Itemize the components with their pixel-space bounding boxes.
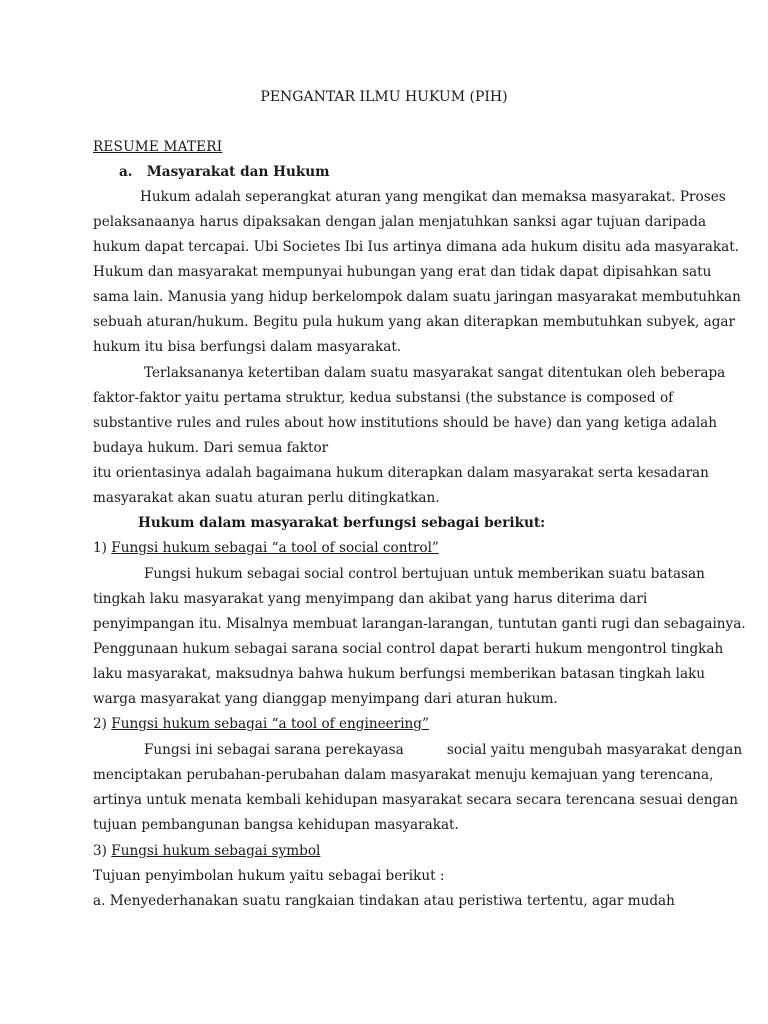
paragraph-line: warga masyarakat yang dianggap menyimpang dari aturan hukum. (93, 691, 558, 707)
paragraph-line: hukum itu bisa berfungsi dalam masyarakat. (93, 339, 402, 355)
paragraph-line: Fungsi ini sebagai sarana perekayasa social yaitu mengubah masyarakat dengan (144, 742, 743, 758)
function-number: 2) (93, 716, 107, 732)
function-title: Fungsi hukum sebagai “a tool of engineering” (111, 716, 429, 732)
paragraph-line: sebuah aturan/hukum. Begitu pula hukum yang akan diterapkan membutuhkan subyek, agar (93, 314, 735, 330)
functions-intro: Hukum dalam masyarakat berfungsi sebagai berikut: (138, 515, 546, 531)
paragraph-line: budaya hukum. Dari semua faktor (93, 440, 329, 456)
subsection-heading (119, 163, 330, 181)
function-heading-1 (93, 539, 439, 557)
paragraph-line: Hukum adalah seperangkat aturan yang mengikat dan memaksa masyarakat. Proses (140, 189, 726, 205)
paragraph-line: tingkah laku masyarakat yang menyimpang dan akibat yang harus diterima dari (93, 591, 648, 607)
function-heading-2 (93, 715, 429, 733)
paragraph-line: faktor-faktor yaitu pertama struktur, kedua substansi (the substance is composed of (93, 390, 674, 406)
paragraph-line: menciptakan perubahan-perubahan dalam masyarakat menuju kemajuan yang terencana, (93, 767, 714, 783)
function-number: 3) (93, 843, 107, 859)
paragraph-line: Terlaksananya ketertiban dalam suatu masyarakat sangat ditentukan oleh beberapa (144, 365, 726, 381)
function-title: Fungsi hukum sebagai “a tool of social control” (111, 540, 439, 556)
paragraph-line: laku masyarakat, maksudnya bahwa hukum berfungsi memberikan batasan tingkah laku (93, 666, 706, 682)
subsection-label: Masyarakat dan Hukum (146, 164, 330, 180)
section-heading: RESUME MATERI (93, 139, 223, 155)
subsection-marker: a. (119, 164, 133, 180)
paragraph-line: pelaksanaanya harus dipaksakan dengan jalan menjatuhkan sanksi agar tujuan daripada (93, 214, 707, 230)
paragraph-line: Hukum dan masyarakat mempunyai hubungan yang erat dan tidak dapat dipisahkan satu (93, 264, 712, 280)
function-number: 1) (93, 540, 107, 556)
function-title: Fungsi hukum sebagai symbol (111, 843, 321, 859)
page-title: PENGANTAR ILMU HUKUM (PIH) (260, 89, 508, 105)
paragraph-line: sama lain. Manusia yang hidup berkelompok dalam suatu jaringan masyarakat membutuhkan (93, 289, 741, 305)
paragraph-line: hukum dapat tercapai. Ubi Societes Ibi Ius artinya dimana ada hukum disitu ada masyarakat. (93, 239, 739, 255)
paragraph-line: masyarakat akan suatu aturan perlu ditingkatkan. (93, 490, 440, 506)
paragraph-line: substantive rules and rules about how institutions should be have) dan yang ketiga adalah (93, 415, 718, 431)
paragraph-line: itu orientasinya adalah bagaimana hukum diterapkan dalam masyarakat serta kesadaran (93, 465, 709, 481)
paragraph-line: Tujuan penyimbolan hukum yaitu sebagai berikut : (93, 868, 445, 884)
paragraph-line: penyimpangan itu. Misalnya membuat larangan-larangan, tuntutan ganti rugi dan sebagainya. (93, 616, 746, 632)
paragraph-line: Penggunaan hukum sebagai sarana social control dapat berarti hukum mengontrol tingkah (93, 641, 724, 657)
paragraph-line: tujuan pembangunan bangsa kehidupan masyarakat. (93, 817, 459, 833)
paragraph-line: Fungsi hukum sebagai social control bertujuan untuk memberikan suatu batasan (144, 566, 705, 582)
function-heading-3 (93, 842, 320, 860)
paragraph-line: artinya untuk menata kembali kehidupan masyarakat secara secara terencana sesuai dengan (93, 792, 739, 808)
paragraph-line: a. Menyederhanakan suatu rangkaian tindakan atau peristiwa tertentu, agar mudah (93, 893, 675, 909)
